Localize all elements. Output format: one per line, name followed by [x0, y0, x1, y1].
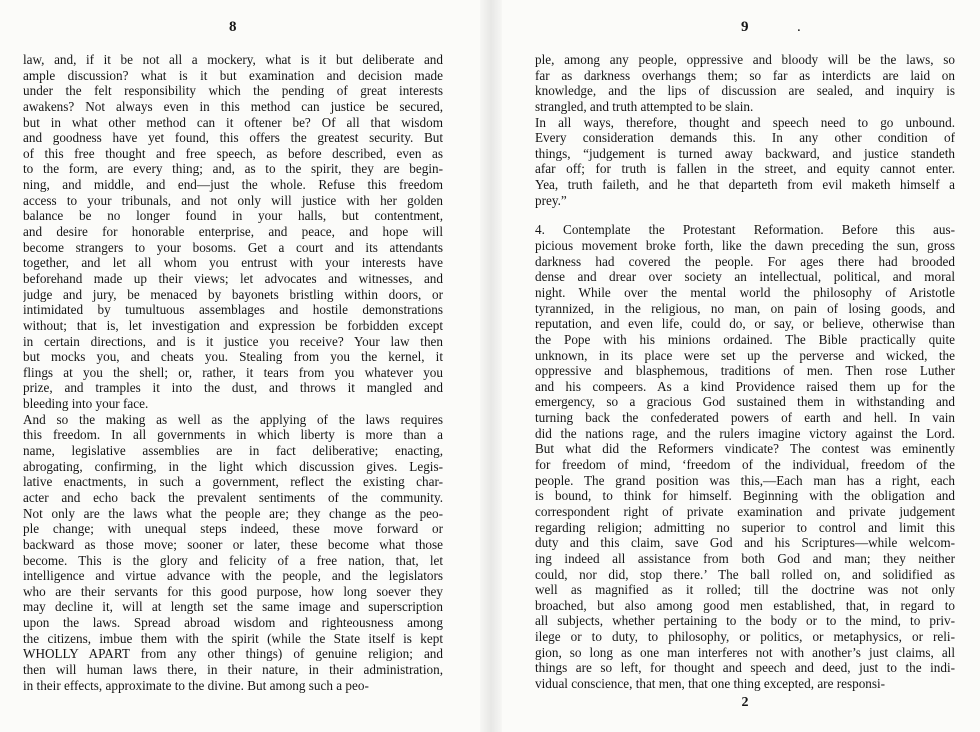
text-line: this freedom. In all governments in which liberty is more than a	[23, 427, 443, 443]
text-line: ple, among any people, oppressive and bloody will be the laws, so	[535, 52, 955, 67]
text-line: But what did the Reformers vindicate? The contest was eminently	[535, 441, 955, 457]
text-line: together, and let all whom you entrust with your interests have	[23, 255, 443, 271]
right-page-number: 9	[741, 19, 749, 35]
text-line: things are so left, for thought and speech and deed, just to the indi-	[535, 660, 955, 676]
text-line: bleeding into your face.	[23, 396, 149, 412]
text-line: And so the making as well as the applying of the laws requires	[23, 411, 443, 427]
text-line: and his compeers. As a kind Providence raised them up for the	[535, 378, 955, 394]
left-page-number: 8	[229, 19, 237, 35]
text-line: but in what other method can it oftener be? Of all that wisdom	[23, 114, 443, 130]
text-line: in their effects, approximate to the divine. But among such a peo-	[23, 677, 369, 693]
text-line: duty and this claim, save God and his Scriptures—while welcom-	[535, 535, 955, 551]
text-line: Not only are the laws what the people are; they change as the peo-	[23, 505, 443, 521]
text-line: WHOLLY APART from any other things) of genuine religion; and	[23, 646, 443, 662]
text-line: backward as those move; sooner or later, these become what those	[23, 536, 443, 552]
text-line: intimidated by tumultuous assemblages and hostile demonstrations	[23, 302, 443, 318]
left-page-text	[23, 52, 443, 693]
text-line: for freedom of mind, ‘freedom of the individual, freedom of the	[535, 457, 955, 473]
right-page-text	[535, 52, 955, 692]
text-line: awakens? Not always even in this method can justice be secured,	[23, 98, 443, 114]
text-line: may decline it, will at length set the same image and superscription	[23, 599, 443, 615]
text-line: abrogating, confirming, in the light which discussion gives. Legis-	[23, 458, 443, 474]
text-line: and goodness have yet found, this offers the greatest security. But	[23, 130, 443, 146]
text-line: afar off; for truth is fallen in the street, and equity cannot enter.	[535, 161, 955, 177]
text-line: without; that is, let investigation and expression be forbidden except	[23, 317, 443, 333]
text-line: the Pope with his minions ordained. The Bible practically quite	[535, 331, 955, 347]
text-line: far as darkness overhangs them; so far as interdicts are laid on	[535, 67, 955, 83]
text-line: then will human laws there, in their nature, in their administration,	[23, 661, 443, 677]
text-line: in certain directions, and is it justice you receive? Your law then	[23, 333, 443, 349]
text-line: become. This is the glory and felicity of a free nation, that, let	[23, 552, 443, 568]
text-line: gion, so long as one man interferes not with another’s just claims, all	[535, 644, 955, 660]
text-line: flings at you the shell; or, rather, it tears from you whatever you	[23, 364, 443, 380]
text-line: did the nations rage, and the rulers imagine victory against the Lord.	[535, 425, 955, 441]
text-line: Every consideration demands this. In any other condition of	[535, 130, 955, 146]
text-line: prize, and tramples it into the dust, and throws it mangled and	[23, 380, 443, 396]
text-line: could, nor did, stop there.’ The ball rolled on, and solidified as	[535, 566, 955, 582]
text-line: Yea, truth faileth, and he that departeth from evil maketh himself a	[535, 177, 955, 193]
text-line: prey.”	[535, 192, 567, 208]
text-line: beforehand made up their views; let advocates and witnesses, and	[23, 270, 443, 286]
text-line: access to your tribunals, and not only will justice with her golden	[23, 192, 443, 208]
book-gutter	[480, 0, 502, 732]
text-line: strangled, and truth attempted to be slain.	[535, 98, 754, 114]
text-line: knowledge, and the lips of discussion are sealed, and inquiry is	[535, 83, 955, 99]
text-line: but mocks you, and cheats you. Stealing from you the kernel, it	[23, 349, 443, 365]
text-line: balance be no longer found in your halls, but contentment,	[23, 208, 443, 224]
text-line: night. While over the mental world the philosophy of Aristotle	[535, 284, 955, 300]
text-line: name, legislative assemblies are in fact deliberative; enacting,	[23, 443, 443, 459]
right-page	[535, 0, 955, 732]
text-line: tyrannized, in the religious, no man, on pain of losing goods, and	[535, 300, 955, 316]
text-line: of this free thought and free speech, as before described, even as	[23, 145, 443, 161]
text-line: ilege or to duty, to philosophy, or politics, or metaphysics, or reli-	[535, 629, 955, 645]
text-line: people. The grand position was this,—Each man has a right, each	[535, 472, 955, 488]
text-line: who are their servants for this good purpose, how long soever they	[23, 583, 443, 599]
text-line: law, and, if it be not all a mockery, what is it but deliberate and	[23, 52, 443, 67]
text-line: and desire for honorable enterprise, and peace, and hope will	[23, 224, 443, 240]
text-line: the citizens, imbue them with the spirit (while the State itself is kept	[23, 630, 443, 646]
text-line: things, “judgement is turned away backward, and justice standeth	[535, 145, 955, 161]
text-line: picious movement broke forth, like the dawn preceding the sun, gross	[535, 238, 955, 254]
text-line: ple change; with unequal steps indeed, these move forward or	[23, 521, 443, 537]
text-line: to the form, are every thing; and, as to the spirit, they are begin-	[23, 161, 443, 177]
text-line: is bound, to think for himself. Beginning with the obligation and	[535, 488, 955, 504]
paragraph-one	[535, 52, 955, 208]
text-line: correspondent right of private examination and private judgement	[535, 503, 955, 519]
paragraph-gap	[535, 208, 955, 222]
text-line: ning, and middle, and end—just the whole. Refuse this freedom	[23, 177, 443, 193]
text-line: acter and echo back the prevalent sentiments of the community.	[23, 489, 443, 505]
text-line: emergency, so a gracious God sustained them in withstanding and	[535, 394, 955, 410]
text-line: broached, but also among good men established, that, in regard to	[535, 597, 955, 613]
text-line: 4. Contemplate the Protestant Reformation. Before this aus-	[535, 222, 955, 238]
left-page	[23, 0, 443, 732]
text-line: darkness had covered the people. For ages there had brooded	[535, 253, 955, 269]
text-line: intelligence and virtue advance with the people, and the legislators	[23, 568, 443, 584]
right-page-mark: .	[797, 19, 801, 35]
text-line: judge and jury, be menaced by bayonets bristling within doors, or	[23, 286, 443, 302]
text-line: well as magnified as it rolled; till the doctrine was not only	[535, 582, 955, 598]
paragraph-two	[535, 222, 955, 691]
text-line: become strangers to your bosoms. Get a court and its attendants	[23, 239, 443, 255]
text-line: ing indeed all assistance from both God and man; they neither	[535, 550, 955, 566]
text-line: oppressive and blasphemous, traditions of men. Then rose Luther	[535, 363, 955, 379]
text-line: unknown, in its place were set up the perverse and wicked, the	[535, 347, 955, 363]
text-line: regarding religion; admitting no superior to control and limit this	[535, 519, 955, 535]
signature-mark: 2	[741, 695, 749, 710]
text-line: dense and drear over society an intellectual, political, and moral	[535, 269, 955, 285]
text-line: upon the laws. Spread abroad wisdom and righteousness among	[23, 615, 443, 631]
text-line: reputation, and even life, could do, or say, or believe, otherwise than	[535, 316, 955, 332]
text-line: turning back the confederated powers of earth and hell. In vain	[535, 410, 955, 426]
text-line: lative enactments, in such a government, reflect the existing char-	[23, 474, 443, 490]
text-line: ample discussion? what is it but examination and decision made	[23, 67, 443, 83]
text-line: vidual conscience, that men, that one thing excepted, are responsi-	[535, 675, 886, 691]
text-line: under the felt responsibility which the pending of great interests	[23, 83, 443, 99]
text-line: all subjects, whether pertaining to the body or to the mind, to priv-	[535, 613, 955, 629]
text-line: In all ways, therefore, thought and speech need to go unbound.	[535, 114, 955, 130]
